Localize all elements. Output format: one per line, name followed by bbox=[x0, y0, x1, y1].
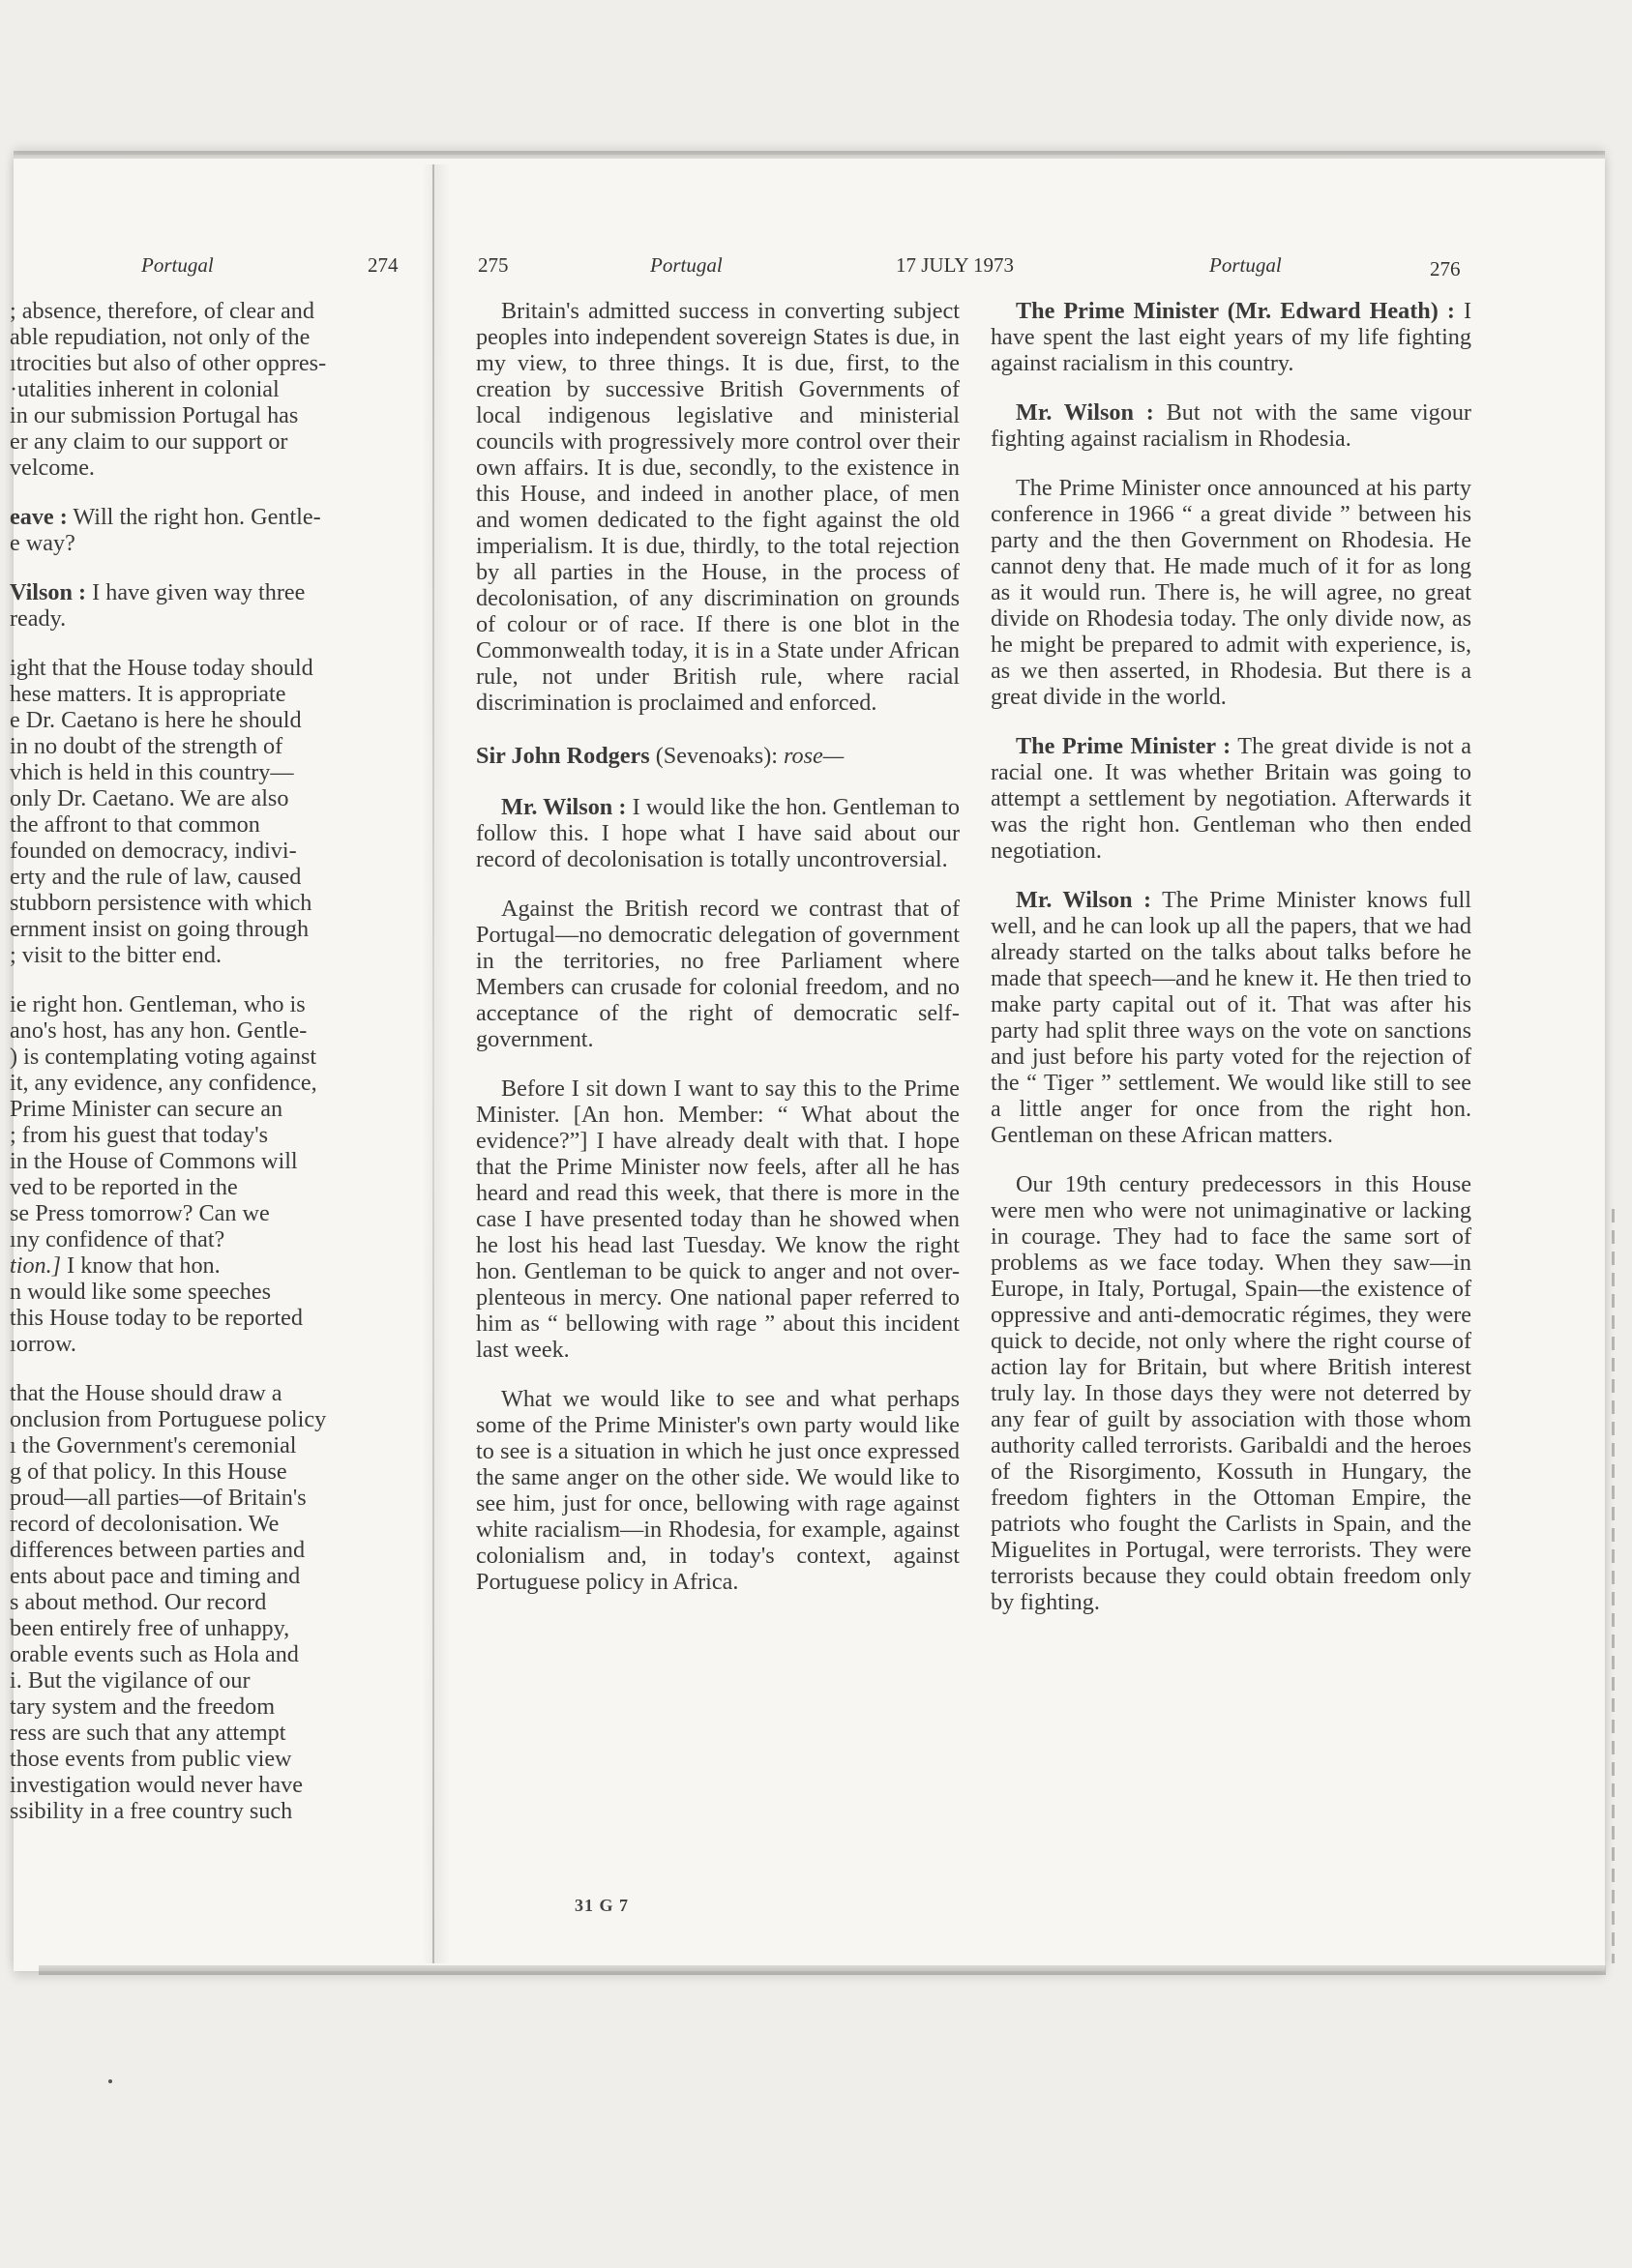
speech-text: I would like the hon. Gentleman to follow this. I hope what I have said about our record of decolonisation is totally uncontroversial. bbox=[476, 794, 960, 872]
text-line: ssibility in a free country such bbox=[10, 1798, 293, 1824]
page-gutter bbox=[432, 164, 434, 1963]
text-line: in the House of Commons will bbox=[10, 1148, 298, 1174]
text-line: only Dr. Caetano. We are also bbox=[10, 785, 289, 811]
paragraph bbox=[10, 579, 400, 632]
text-line: Prime Minister can secure an bbox=[10, 1096, 283, 1122]
text-line: ready. bbox=[10, 605, 67, 632]
text-line: ved to be reported in the bbox=[10, 1174, 238, 1200]
text-line: proud—all parties—of Britain's bbox=[10, 1485, 307, 1511]
paragraph bbox=[476, 794, 960, 872]
column-right bbox=[991, 298, 1471, 1638]
text-line: ; from his guest that today's bbox=[10, 1122, 269, 1148]
text-line: founded on democracy, indivi- bbox=[10, 838, 297, 864]
right-page-number: 276 bbox=[1430, 257, 1461, 280]
speaker-name: Mr. Wilson : bbox=[1016, 887, 1152, 913]
text-line: ) is contemplating voting against bbox=[10, 1044, 317, 1070]
text-line: tary system and the freedom bbox=[10, 1694, 276, 1720]
speaker-name: The Prime Minister (Mr. Edward Heath) : bbox=[1016, 298, 1455, 324]
paragraph: What we would like to see and what perhaps some of the Prime Minister's own party would like to see is a situation in which he just once expressed the same anger on the other side. We would like to see him, just for once, bellowing with rage against white racialism—in Rhodesia, for example, against colonialism and, in today's context, against Portuguese policy in Africa. bbox=[476, 1386, 960, 1595]
text-line: Will the right hon. Gentle- bbox=[67, 504, 321, 530]
paragraph: The Prime Minister once announced at his party conference in 1966 “ a great divide ” between his party and the then Government on Rhodesia. He cannot deny that. He made much of it for as long as it would run. There is, he will agree, no great divide on Rhodesia today. The only divide now, as he might be prepared to admit with experience, is, as we then asserted, in Rhodesia. But there is a great divide in the world. bbox=[991, 475, 1471, 710]
paragraph bbox=[991, 733, 1471, 864]
text-line: I know that hon. bbox=[61, 1252, 221, 1279]
constituency: (Sevenoaks): bbox=[649, 743, 785, 769]
column-middle bbox=[476, 298, 960, 1618]
text-line: the affront to that common bbox=[10, 811, 260, 838]
interjection: tion.] bbox=[10, 1252, 62, 1279]
speaker-name: Sir John Rodgers bbox=[476, 743, 650, 769]
text-line: those events from public view bbox=[10, 1746, 292, 1772]
text-line: hese matters. It is appropriate bbox=[10, 681, 286, 707]
paragraph: Before I sit down I want to say this to the Prime Minister. [An hon. Member: “ What about the evidence?”] I have already dealt with that. I hope that the Prime Minister now feels, after all he has heard and read this week, that there is more in the case I have presented today than he showed when he lost his head last Tuesday. We know the right hon. Gentleman to be quick to anger and not over-plenteous in mercy. One national paper referred to him as “ bellowing with rage ” about this incident last week. bbox=[476, 1075, 960, 1363]
column-left-cropped bbox=[10, 298, 400, 1847]
signature-mark: 31 G 7 bbox=[575, 1896, 630, 1915]
text-line: orable events such as Hola and bbox=[10, 1641, 299, 1667]
middle-running-title: Portugal bbox=[650, 253, 723, 277]
text-line: I have given way three bbox=[86, 579, 306, 605]
text-line: it, any evidence, any confidence, bbox=[10, 1070, 317, 1096]
text-line: erty and the rule of law, caused bbox=[10, 864, 302, 890]
text-line: n would like some speeches bbox=[10, 1279, 272, 1305]
text-line: e way? bbox=[10, 530, 75, 556]
sheet-top-edge bbox=[14, 151, 1605, 159]
paragraph bbox=[10, 504, 400, 556]
fold-shadow bbox=[422, 164, 451, 1963]
paragraph: Britain's admitted success in converting subject peoples into independent sovereign States is due, in my view, to three things. It is due, first, to the creation by successive British Governments of local indigenous legislative and ministerial councils with progressively more control over their own affairs. It is due, secondly, to the existence in this House, and indeed in another place, of men and women dedicated to the fight against the old imperialism. It is due, thirdly, to the total rejection by all parties in the House, in the process of decolonisation, of any discrimination on grounds of colour or of race. If there is one blot in the Commonwealth today, it is in a State under African rule, not under British rule, where racial discrimination is proclaimed and enforced. bbox=[476, 298, 960, 716]
text-line: ano's host, has any hon. Gentle- bbox=[10, 1017, 308, 1044]
text-line: er any claim to our support or bbox=[10, 428, 288, 455]
paragraph bbox=[991, 298, 1471, 376]
text-line: ernment insist on going through bbox=[10, 916, 310, 942]
text-line: vhich is held in this country— bbox=[10, 759, 294, 785]
text-line: in our submission Portugal has bbox=[10, 402, 299, 428]
speech-text: But not with the same vigour fighting against racialism in Rhodesia. bbox=[991, 399, 1471, 452]
text-line: ıny confidence of that? bbox=[10, 1226, 225, 1252]
text-line: differences between parties and bbox=[10, 1537, 306, 1563]
text-line: able repudiation, not only of the bbox=[10, 324, 311, 350]
scan-speck bbox=[108, 2079, 112, 2083]
paragraph bbox=[10, 991, 400, 1357]
text-line: ents about pace and timing and bbox=[10, 1563, 301, 1589]
paragraph bbox=[10, 655, 400, 968]
text-line: ress are such that any attempt bbox=[10, 1720, 286, 1746]
text-line: onclusion from Portuguese policy bbox=[10, 1406, 327, 1432]
paragraph: Our 19th century predecessors in this House were men who were not unimaginative or lacking in courage. They had to face the same sort of problems as we face today. When they saw—in Europe, in Italy, Portugal, Spain—the existence of oppressive and anti-democratic régimes, they were quick to decide, not only where the right course of action lay for Britain, but where British interest truly lay. In those days they were not deterred by any fear of guilt by association with those whom authority called terrorists. Garibaldi and the heroes of the Risorgimento, Kossuth in Hungary, the freedom fighters in the Ottoman Empire, the patriots who fought the Carlists in Spain, and the Miguelites in Portugal, were terrorists. They were terrorists because they could obtain freedom only by fighting. bbox=[991, 1171, 1471, 1615]
speaker-name: Mr. Wilson : bbox=[501, 794, 627, 820]
text-line: g of that policy. In this House bbox=[10, 1458, 287, 1485]
speech-text: The Prime Minister knows full well, and he can look up all the papers, that we had already started on the talks about talks before he made that speech—and he knew it. He then tried to make party capital out of it. That was after his party had split three ways on the vote on sanctions and just before his party voted for the rejection of the “ Tiger ” settlement. We would like still to see a little anger for once from the right hon. Gentleman on these African matters. bbox=[991, 887, 1471, 1148]
text-line: ; absence, therefore, of clear and bbox=[10, 298, 314, 324]
text-line: ı the Government's ceremonial bbox=[10, 1432, 297, 1458]
text-line: velcome. bbox=[10, 455, 95, 481]
header-date: 17 JULY 1973 bbox=[896, 253, 1014, 277]
text-line: ıorrow. bbox=[10, 1331, 76, 1357]
left-page-number: 274 bbox=[368, 253, 399, 277]
paragraph bbox=[10, 1380, 400, 1824]
text-line: in no doubt of the strength of bbox=[10, 733, 283, 759]
right-page-edge bbox=[1612, 1209, 1615, 1963]
sheet-bottom-edge bbox=[39, 1965, 1606, 1975]
paragraph bbox=[991, 399, 1471, 452]
text-line: investigation would never have bbox=[10, 1772, 303, 1798]
paragraph: Against the British record we contrast that of Portugal—no democratic delegation of government in the territories, no free Parliament where Members can crusade for colonial freedom, and no acceptance of the right of democratic self-government. bbox=[476, 896, 960, 1052]
text-line: record of decolonisation. We bbox=[10, 1511, 280, 1537]
text-line: s about method. Our record bbox=[10, 1589, 267, 1615]
middle-page-number: 275 bbox=[478, 253, 509, 277]
paragraph bbox=[991, 887, 1471, 1148]
text-line: ight that the House today should bbox=[10, 655, 313, 681]
text-line: e Dr. Caetano is here he should bbox=[10, 707, 302, 733]
text-line: ·utalities inherent in colonial bbox=[10, 376, 280, 402]
text-line: that the House should draw a bbox=[10, 1380, 282, 1406]
paragraph bbox=[10, 298, 400, 481]
text-line: ıtrocities but also of other oppres- bbox=[10, 350, 327, 376]
text-line: se Press tomorrow? Can we bbox=[10, 1200, 270, 1226]
text-line: i. But the vigilance of our bbox=[10, 1667, 251, 1694]
speech-text: The great divide is not a racial one. It was whether Britain was going to attempt a settlement by negotiation. Afterwards it was the right hon. Gentleman who then ended negotiation. bbox=[991, 733, 1471, 864]
speaker-name: The Prime Minister : bbox=[1016, 733, 1231, 759]
speaker-name: Mr. Wilson : bbox=[1016, 399, 1154, 426]
speaker-name: eave : bbox=[10, 504, 68, 530]
text-line: this House today to be reported bbox=[10, 1305, 303, 1331]
text-line: stubborn persistence with which bbox=[10, 890, 312, 916]
left-running-title: Portugal bbox=[141, 253, 214, 277]
text-line: ie right hon. Gentleman, who is bbox=[10, 991, 306, 1017]
right-running-title: Portugal bbox=[1209, 253, 1282, 277]
speech-text: I have spent the last eight years of my life fighting against racialism in this country. bbox=[991, 298, 1471, 376]
stage-direction: rose— bbox=[784, 743, 845, 769]
speaker-name: Vilson : bbox=[10, 579, 87, 605]
text-line: ; visit to the bitter end. bbox=[10, 942, 222, 968]
text-line: been entirely free of unhappy, bbox=[10, 1615, 290, 1641]
paragraph bbox=[476, 743, 960, 769]
